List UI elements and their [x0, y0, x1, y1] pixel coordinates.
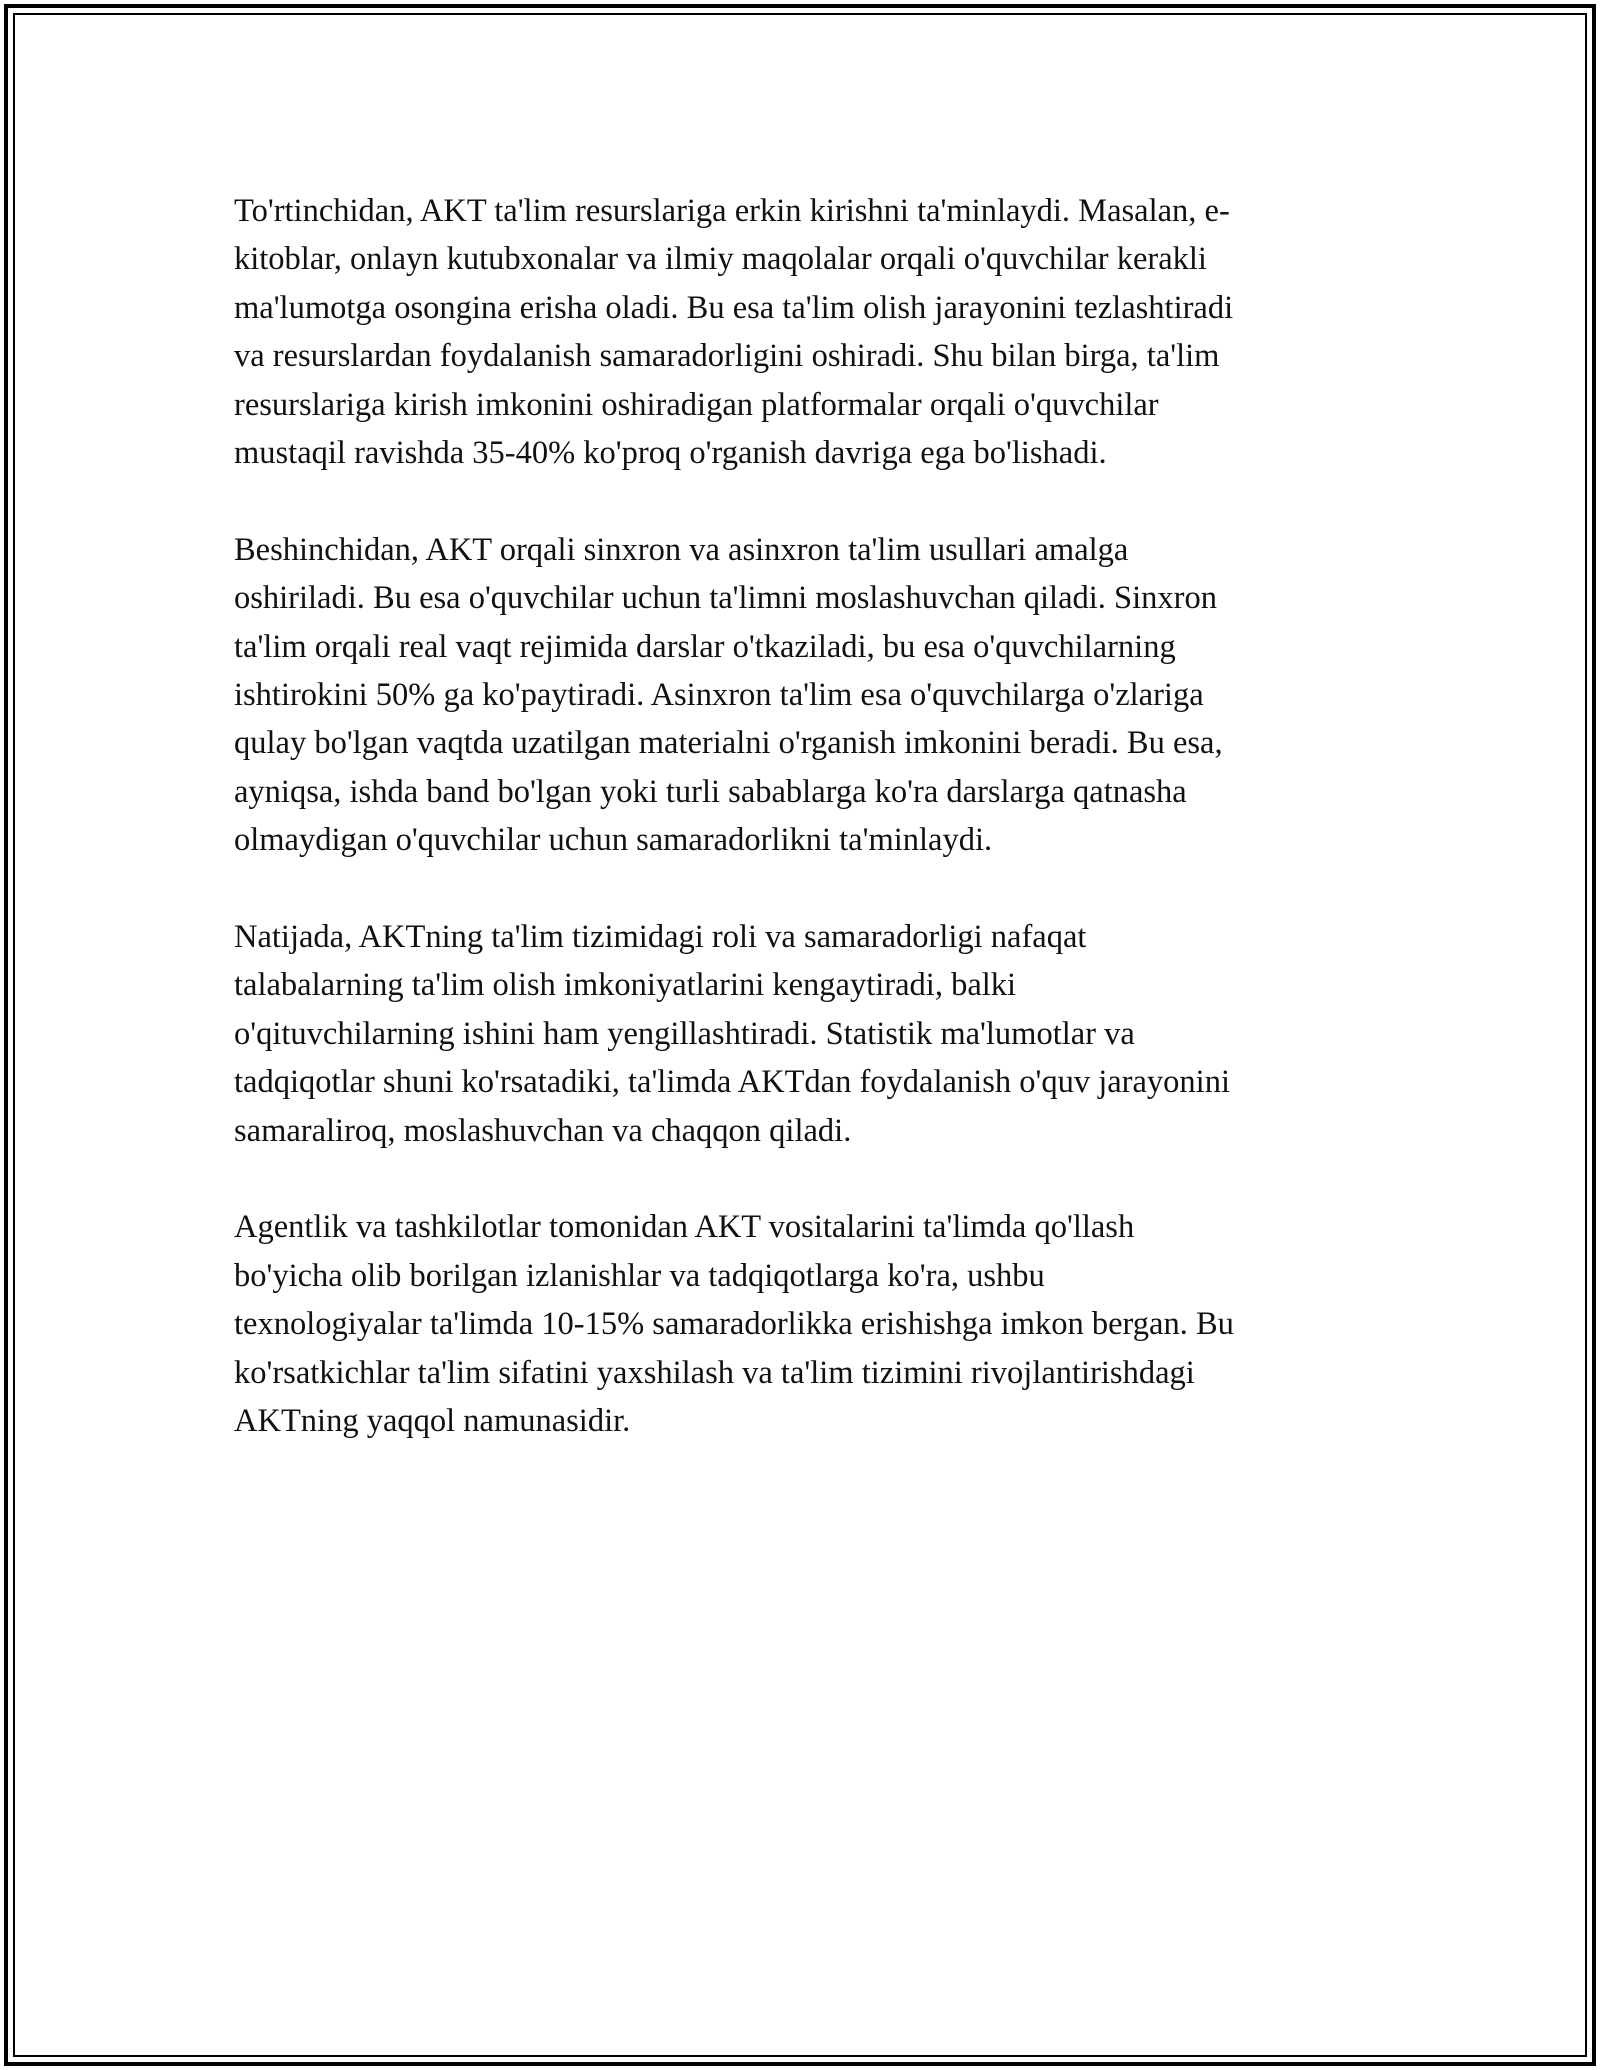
- text-line: o'qituvchilarning ishini ham yengillashtiradi. Statistik ma'lumotlar va: [234, 1015, 1135, 1052]
- text-line: ta'lim orqali real vaqt rejimida darslar o'tkaziladi, bu esa o'quvchilarning: [234, 628, 1176, 665]
- text-line: va resurslardan foydalanish samaradorligini oshiradi. Shu bilan birga, ta'lim: [234, 338, 1220, 375]
- document-body: [234, 187, 1384, 1494]
- text-line: resurslariga kirish imkonini oshiradigan platformalar orqali o'quvchilar: [234, 386, 1159, 423]
- text-line: talabalarning ta'lim olish imkoniyatlarini kengaytiradi, balki: [234, 967, 1017, 1004]
- text-line: oshiriladi. Bu esa o'quvchilar uchun ta'limni moslashuvchan qiladi. Sinxron: [234, 580, 1217, 617]
- text-line: samaraliroq, moslashuvchan va chaqqon qiladi.: [234, 1112, 852, 1149]
- text-line: kitoblar, onlayn kutubxonalar va ilmiy maqolalar orqali o'quvchilar kerakli: [234, 241, 1207, 278]
- paragraph-sync-async-learning: [234, 526, 1384, 865]
- text-line: To'rtinchidan, AKT ta'lim resurslariga erkin kirishni ta'minlaydi. Masalan, e-: [234, 193, 1230, 229]
- text-line: texnologiyalar ta'limda 10-15% samaradorlikka erishishga imkon bergan. Bu: [234, 1306, 1234, 1343]
- text-line: Agentlik va tashkilotlar tomonidan AKT vositalarini ta'limda qo'llash: [234, 1209, 1135, 1246]
- text-line: AKTning yaqqol namunasidir.: [234, 1403, 631, 1440]
- text-line: ishtirokini 50% ga ko'paytiradi. Asinxron ta'lim esa o'quvchilarga o'zlariga: [234, 677, 1204, 714]
- paragraph-research-findings: [234, 1203, 1384, 1445]
- text-line: ma'lumotga osongina erisha oladi. Bu esa ta'lim olish jarayonini tezlashtiradi: [234, 289, 1234, 326]
- text-line: olmaydigan o'quvchilar uchun samaradorlikni ta'minlaydi.: [234, 822, 993, 859]
- text-line: Natijada, AKTning ta'lim tizimidagi roli va samaradorligi nafaqat: [234, 919, 1087, 956]
- text-line: Beshinchidan, AKT orqali sinxron va asinxron ta'lim usullari amalga: [234, 531, 1129, 568]
- text-line: ayniqsa, ishda band bo'lgan yoki turli sabablarga ko'ra darslarga qatnasha: [234, 773, 1187, 810]
- text-line: bo'yicha olib borilgan izlanishlar va tadqiqotlarga ko'ra, ushbu: [234, 1257, 1045, 1294]
- text-line: qulay bo'lgan vaqtda uzatilgan materialni o'rganish imkonini beradi. Bu esa,: [234, 725, 1223, 762]
- paragraph-access-resources: [234, 187, 1384, 477]
- paragraph-conclusion: [234, 913, 1384, 1155]
- text-line: tadqiqotlar shuni ko'rsatadiki, ta'limda AKTdan foydalanish o'quv jarayonini: [234, 1064, 1230, 1101]
- text-line: mustaqil ravishda 35-40% ko'proq o'rganish davriga ega bo'lishadi.: [234, 435, 1107, 472]
- text-line: ko'rsatkichlar ta'lim sifatini yaxshilash va ta'lim tizimini rivojlantirishdagi: [234, 1354, 1195, 1391]
